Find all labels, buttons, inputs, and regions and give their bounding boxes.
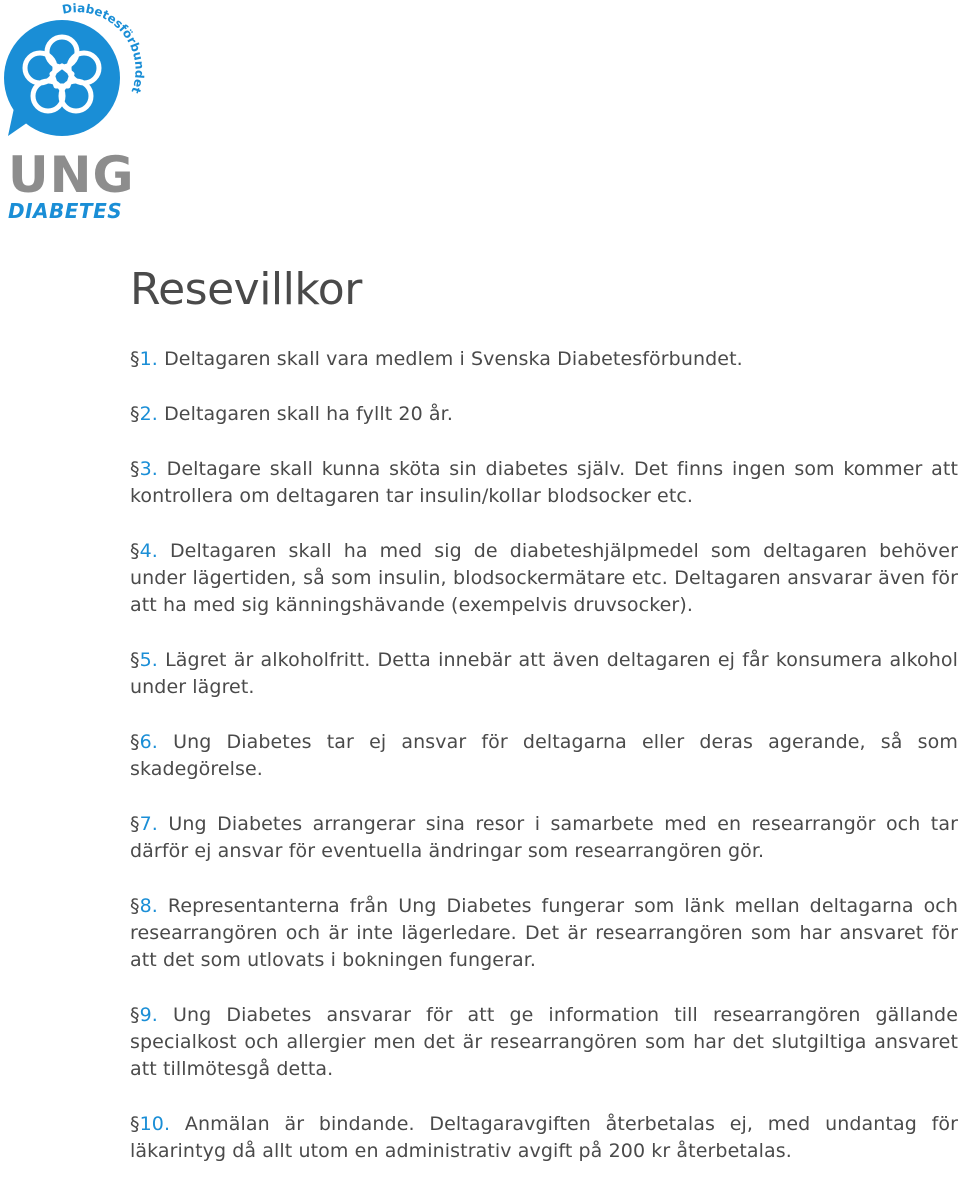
- term-text: Anmälan är bindande. Deltagaravgiften återbetalas ej, med undantag för läkarintyg då allt utom en administrativ avgift på 200 kr återbetalas.: [130, 1113, 958, 1162]
- term-number: 8.: [139, 895, 158, 917]
- arc-text: Diabetesförbundet: [61, 1, 147, 96]
- term-1: [130, 346, 958, 373]
- term-text: Ung Diabetes ansvarar för att ge information till researrangören gällande specialkost och allergier men det är researrangören som har det slutgiltiga ansvaret att tillmötesgå detta.: [130, 1004, 958, 1080]
- section-symbol: §: [130, 649, 140, 671]
- term-5: [130, 647, 958, 701]
- section-symbol: §: [130, 813, 140, 835]
- section-symbol: §: [130, 731, 140, 753]
- term-number: 6.: [139, 731, 158, 753]
- logo-diabetes-text: DIABETES: [8, 199, 123, 223]
- term-4: [130, 538, 958, 619]
- term-text: Lägret är alkoholfritt. Detta innebär att även deltagaren ej får konsumera alkohol under lägret.: [130, 649, 959, 698]
- term-text: Representanterna från Ung Diabetes fungerar som länk mellan deltagarna och researrangören och är inte lägerledare. Det är researrangören som har ansvaret för att det som utlovats i bokningen fungerar.: [130, 895, 959, 971]
- term-6: [130, 729, 958, 783]
- section-symbol: §: [130, 458, 140, 480]
- section-symbol: §: [130, 403, 140, 425]
- speech-bubble-knot-icon: [0, 0, 150, 150]
- page-title: Resevillkor: [130, 264, 362, 315]
- term-number: 9.: [139, 1004, 158, 1026]
- term-number: 10.: [139, 1113, 171, 1135]
- section-symbol: §: [130, 540, 140, 562]
- section-symbol: §: [130, 895, 140, 917]
- section-symbol: §: [130, 1113, 140, 1135]
- term-number: 7.: [139, 813, 158, 835]
- term-9: [130, 1002, 958, 1083]
- term-number: 1.: [139, 348, 158, 370]
- term-2: [130, 401, 958, 428]
- term-text: Ung Diabetes tar ej ansvar för deltagarna eller deras agerande, så som skadegörelse.: [130, 731, 958, 780]
- section-symbol: §: [130, 1004, 140, 1026]
- term-8: [130, 893, 958, 974]
- term-text: Ung Diabetes arrangerar sina resor i samarbete med en researrangör och tar därför ej ansvar för eventuella ändringar som researrangören gör.: [130, 813, 958, 862]
- term-number: 3.: [139, 458, 158, 480]
- term-3: [130, 456, 958, 510]
- term-text: Deltagaren skall ha med sig de diabeteshjälpmedel som deltagaren behöver under lägertiden, så som insulin, blodsockermätare etc. Deltagaren ansvarar även för att ha med sig känningshävande (exempelvis druvsocker).: [130, 540, 958, 616]
- term-number: 4.: [139, 540, 158, 562]
- term-text: Deltagare skall kunna sköta sin diabetes själv. Det finns ingen som kommer att kontrollera om deltagaren tar insulin/kollar blodsocker etc.: [130, 458, 958, 507]
- term-number: 2.: [139, 403, 158, 425]
- term-10: [130, 1111, 958, 1165]
- term-number: 5.: [139, 649, 158, 671]
- logo-ung-text: UNG: [8, 146, 135, 204]
- ung-diabetes-logo: [0, 0, 150, 230]
- term-7: [130, 811, 958, 865]
- term-text: Deltagaren skall ha fyllt 20 år.: [164, 403, 453, 425]
- section-symbol: §: [130, 348, 140, 370]
- terms-document: [130, 260, 958, 1193]
- term-text: Deltagaren skall vara medlem i Svenska Diabetesförbundet.: [164, 348, 743, 370]
